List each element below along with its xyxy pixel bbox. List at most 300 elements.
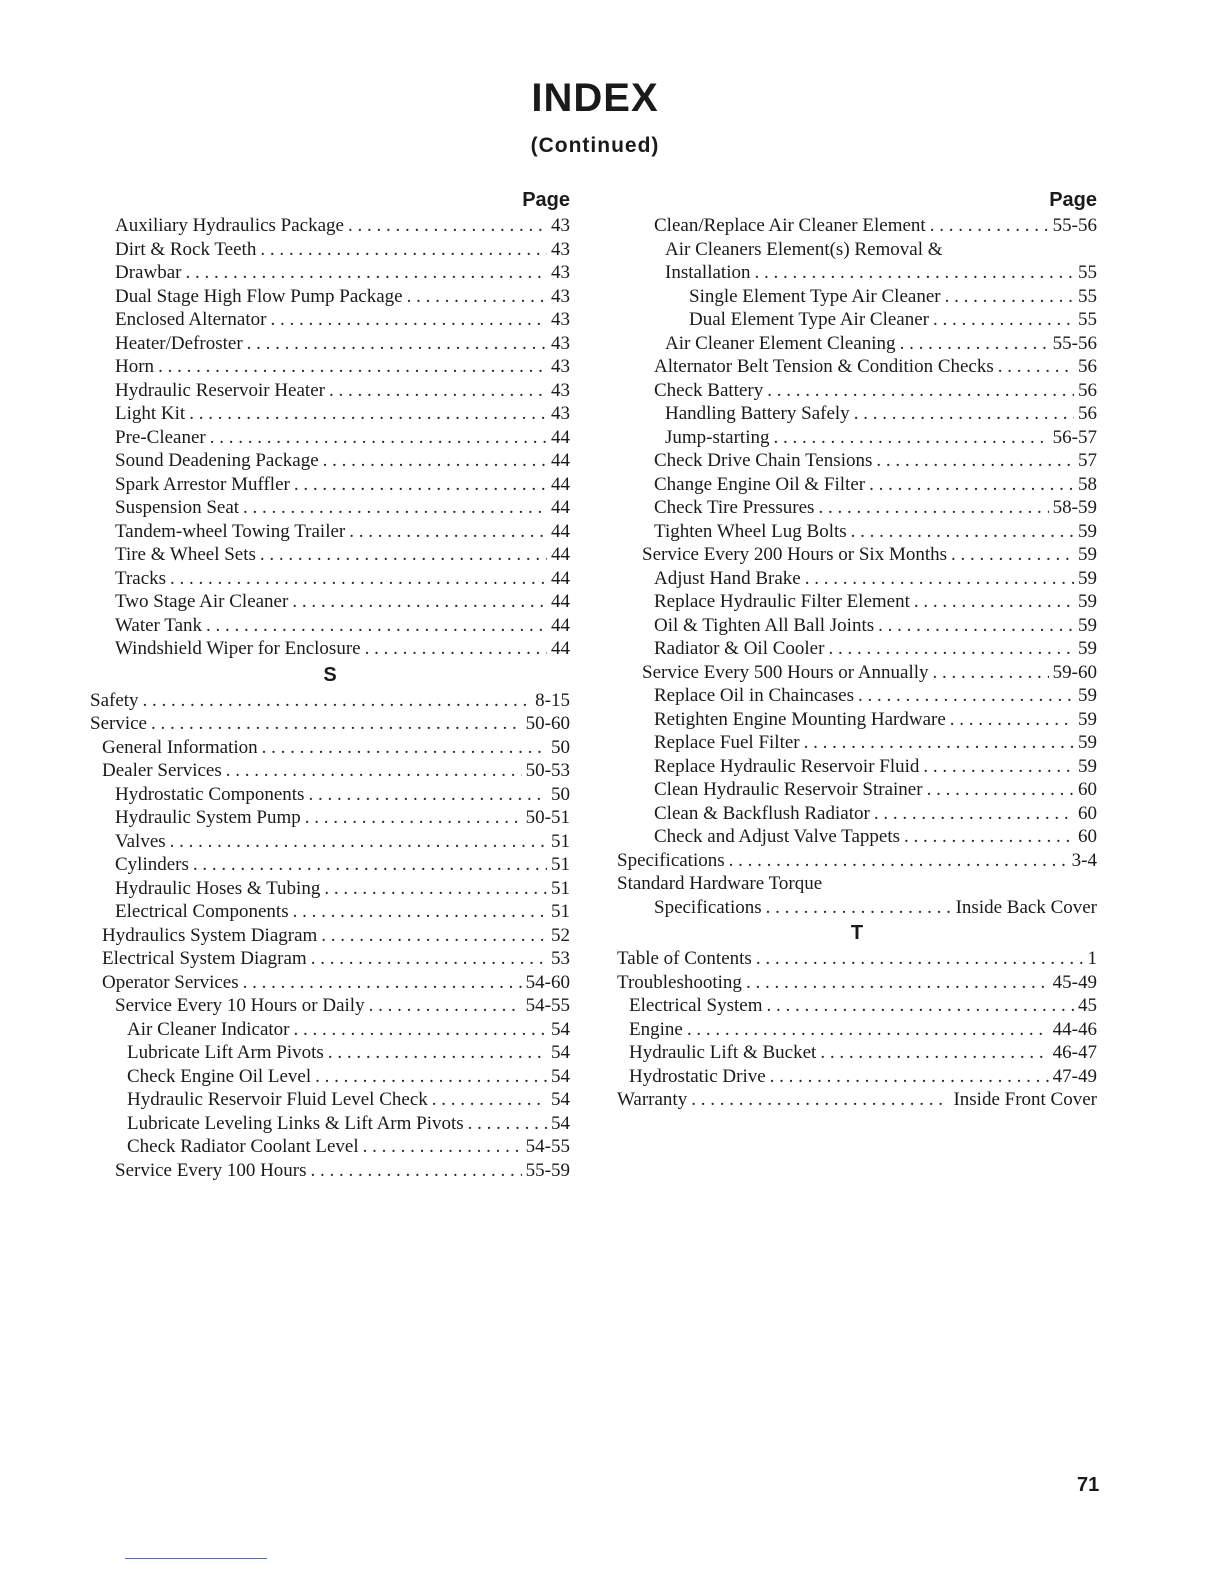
leader-dots	[323, 449, 547, 473]
index-entry	[90, 590, 570, 614]
entry-page: 60	[1078, 802, 1097, 824]
leader-dots	[349, 520, 547, 544]
entry-label: Windshield Wiper for Enclosure	[115, 638, 361, 659]
index-entry	[617, 308, 1097, 332]
index-entry	[617, 214, 1097, 238]
entry-label: Engine	[629, 1018, 683, 1040]
entry-list	[617, 214, 1097, 919]
entry-label: Check Engine Oil Level	[127, 1065, 312, 1087]
leader-dots	[243, 971, 522, 995]
entry-label: Tire & Wheel Sets	[115, 544, 256, 565]
leader-dots	[900, 332, 1049, 356]
index-entry	[90, 947, 570, 971]
entry-label: Cylinders	[115, 854, 189, 875]
leader-dots	[691, 1088, 949, 1112]
index-entry	[90, 924, 570, 948]
leader-dots	[805, 567, 1074, 591]
entry-label: Air Cleaner Element Cleaning	[665, 332, 896, 354]
index-entry	[617, 708, 1097, 732]
page-title: INDEX	[531, 76, 659, 120]
column-header: Page	[522, 189, 570, 211]
index-entry	[90, 994, 570, 1018]
leader-dots	[774, 426, 1049, 450]
entry-label: Hydraulic Hoses & Tubing	[115, 877, 321, 899]
index-entry	[617, 731, 1097, 755]
entry-label: Valves	[115, 830, 166, 852]
entry-label: Auxiliary Hydraulics Package	[115, 215, 344, 236]
entry-page: 44	[551, 544, 570, 565]
leader-dots	[930, 214, 1049, 238]
entry-label: Operator Services	[102, 971, 239, 993]
index-entry	[617, 332, 1097, 356]
leader-dots	[767, 379, 1074, 403]
index-entry	[617, 1088, 1097, 1112]
index-entry	[90, 543, 570, 567]
leader-dots	[158, 355, 547, 379]
entry-page: 43	[551, 379, 570, 401]
index-entry	[90, 238, 570, 262]
index-entry	[90, 1159, 570, 1183]
entry-label: Horn	[115, 356, 155, 377]
entry-page: 47-49	[1052, 1065, 1097, 1087]
entry-page: 55	[1078, 309, 1097, 330]
entry-page: 56	[1078, 403, 1097, 424]
index-entry	[617, 520, 1097, 544]
index-entry	[617, 971, 1097, 995]
entry-label: Tracks	[115, 567, 167, 589]
index-entry	[617, 261, 1097, 285]
leader-dots	[260, 543, 547, 567]
entry-label: Service Every 500 Hours or Annually	[642, 661, 929, 683]
index-entry	[90, 614, 570, 638]
entry-page: 45-49	[1052, 971, 1097, 993]
entry-label: Hydraulic Reservoir Fluid Level Check	[127, 1089, 428, 1110]
index-entry	[617, 755, 1097, 779]
entry-label: Jump-starting	[665, 426, 770, 448]
index-entry	[617, 473, 1097, 497]
leader-dots	[754, 261, 1074, 285]
index-entry	[90, 567, 570, 591]
leader-dots	[189, 402, 547, 426]
entry-page: 51	[551, 854, 570, 875]
index-column-right: Page Clean/Replace Air Cleaner Element . . . 55-56 Air Cleaners Element(s) Removal & Installation . . . 55 Single Element Type Air Cleaner . . . 55 Dual Element Type Air Cleaner . . . 55 Air Cleaner Element Cleaning . . . 55-56 Alternator Belt Tension & Condition Checks . . . 56 Check Battery . . . 56 Handling Battery Safely . . . 56 Jump-starting . . . 56-57 Check Drive Chain Tensions . . . 57 Change Engine Oil & Filter . . . 58 Check Tire Pressures . . . 58-59 Tighten Wheel Lug Bolts . . . 59 Service Every 200 Hours or Six Months . . . 59 Adjust Hand Brake . . . 59 Replace Hydraulic Filter Element . . . 59 Oil & Tighten All Ball Joints . . . 59 Radiator & Oil Cooler . . . 59 Service Every 500 Hours or Annually . . . 59-60 Replace Oil in Chaincases . . . 59 Retighten Engine Mounting Hardware . . . 59 Replace Fuel Filter . . . 59 Replace Hydraulic Reservoir Fluid . . . 59 Clean Hydraulic Reservoir Strainer . . . 60 Clean & Backflush Radiator . . . 60 Check and Adjust Valve Tappets . . . 60 Specifications . . . 3-4 Standard Hardware Torque Specifications . . . Inside Back Cover T Table of Contents . . . 1 Troubleshooting . . . 45-49 Electrical System . . . 45 Engine . . . 44-46 Hydraulic Lift & Bucket . . . 46-47 Hydrostatic Drive . . . 47-49 Warranty . . . Inside Front Cover	[617, 186, 1097, 1112]
entry-label: Tighten Wheel Lug Bolts	[654, 520, 847, 542]
entry-label: Change Engine Oil & Filter	[654, 473, 866, 495]
index-entry	[617, 1041, 1097, 1065]
index-entry	[90, 736, 570, 760]
index-entry	[90, 449, 570, 473]
leader-dots	[432, 1088, 547, 1112]
leader-dots	[311, 947, 547, 971]
entry-label: Air Cleaner Indicator	[127, 1018, 290, 1040]
entry-label: Hydraulic System Pump	[115, 807, 301, 828]
entry-label: Light Kit	[115, 403, 186, 424]
index-entry	[90, 971, 570, 995]
index-entry	[617, 402, 1097, 426]
index-entry	[90, 1135, 570, 1159]
entry-page: 59	[1078, 732, 1097, 753]
entry-label: Hydraulics System Diagram	[102, 924, 318, 946]
index-entry	[617, 994, 1097, 1018]
leader-dots	[923, 755, 1074, 779]
leader-dots	[828, 637, 1074, 661]
entry-label: Dealer Services	[102, 760, 222, 781]
index-entry	[617, 1018, 1097, 1042]
entry-page: 51	[551, 830, 570, 852]
index-entry	[90, 1018, 570, 1042]
entry-page: 53	[551, 948, 570, 969]
leader-dots	[293, 900, 547, 924]
entry-label: Hydraulic Reservoir Heater	[115, 379, 325, 401]
leader-dots	[292, 590, 547, 614]
entry-page: 43	[551, 309, 570, 330]
entry-label: Safety	[90, 689, 139, 711]
leader-dots	[247, 332, 547, 356]
index-entry	[90, 853, 570, 877]
leader-dots	[369, 994, 522, 1018]
entry-label: Clean/Replace Air Cleaner Element	[654, 215, 926, 236]
entry-label: Water Tank	[115, 614, 203, 636]
index-entry	[90, 496, 570, 520]
leader-dots	[804, 731, 1074, 755]
index-entry	[617, 496, 1097, 520]
entry-label: Dual Element Type Air Cleaner	[689, 309, 929, 330]
entry-page: 54-55	[525, 995, 570, 1016]
entry-page: 59	[1078, 544, 1097, 565]
index-entry	[90, 402, 570, 426]
entry-label: Replace Fuel Filter	[654, 732, 800, 753]
entry-page: 44	[551, 473, 570, 495]
entry-page: 55-56	[1052, 332, 1097, 354]
column-header: Page	[1049, 189, 1097, 211]
entry-label: Installation	[665, 262, 751, 283]
index-entry	[90, 1065, 570, 1089]
entry-page: 44-46	[1052, 1018, 1097, 1040]
leader-dots	[185, 261, 547, 285]
page-subtitle: (Continued)	[530, 134, 660, 157]
leader-dots	[950, 708, 1074, 732]
leader-dots	[998, 355, 1074, 379]
index-entry	[617, 285, 1097, 309]
entry-label: Check Drive Chain Tensions	[654, 450, 873, 471]
entry-page: 43	[551, 238, 570, 260]
entry-page: 58	[1078, 473, 1097, 495]
index-entry	[617, 614, 1097, 638]
index-entry	[90, 806, 570, 830]
index-entry	[90, 689, 570, 713]
index-entry	[617, 849, 1097, 873]
entry-page: 54	[551, 1112, 570, 1134]
index-entry	[90, 520, 570, 544]
entry-page: 59	[1078, 685, 1097, 706]
entry-page: 43	[551, 356, 570, 377]
index-entry	[617, 872, 1097, 896]
leader-dots	[308, 783, 547, 807]
entry-label: Table of Contents	[617, 948, 752, 969]
entry-page: 54	[551, 1018, 570, 1040]
scan-artifact-line	[125, 1558, 267, 1559]
entry-page: 59	[1078, 755, 1097, 777]
index-entry	[90, 426, 570, 450]
leader-dots	[914, 590, 1074, 614]
entry-page: 54	[551, 1042, 570, 1063]
entry-label: Warranty	[617, 1089, 688, 1110]
entry-page: 44	[551, 567, 570, 589]
entry-page: 44	[551, 614, 570, 636]
entry-label: Troubleshooting	[617, 971, 742, 993]
entry-label: Hydrostatic Components	[115, 783, 305, 805]
entry-page: Inside Back Cover	[955, 896, 1097, 918]
index-entry	[617, 238, 1097, 262]
leader-dots	[348, 214, 547, 238]
entry-page: 54	[551, 1065, 570, 1087]
leader-dots	[407, 285, 547, 309]
index-entry	[90, 1088, 570, 1112]
index-entry	[617, 661, 1097, 685]
leader-dots	[143, 689, 532, 713]
index-entry	[617, 449, 1097, 473]
entry-page: 44	[551, 520, 570, 542]
entry-label: Enclosed Alternator	[115, 309, 267, 330]
entry-label: Specifications	[617, 849, 725, 871]
entry-page: 51	[551, 901, 570, 922]
entry-label: Lubricate Lift Arm Pivots	[127, 1042, 324, 1063]
index-entry	[90, 355, 570, 379]
entry-page: 45	[1078, 995, 1097, 1016]
index-entry	[617, 379, 1097, 403]
entry-label: Standard Hardware Torque	[617, 873, 823, 894]
index-entry	[90, 877, 570, 901]
leader-dots	[193, 853, 547, 877]
leader-dots	[945, 285, 1074, 309]
entry-page: 44	[551, 591, 570, 612]
entry-label: Sound Deadening Package	[115, 450, 319, 471]
leader-dots	[756, 947, 1084, 971]
entry-label: Electrical Components	[115, 901, 289, 922]
entry-label: Electrical System Diagram	[102, 948, 307, 969]
entry-page: 59	[1078, 591, 1097, 612]
entry-label: Specifications	[654, 896, 762, 918]
entry-page: 58-59	[1052, 497, 1097, 518]
index-entry	[90, 637, 570, 661]
index-entry	[90, 332, 570, 356]
index-entry	[90, 261, 570, 285]
leader-dots	[933, 661, 1049, 685]
entry-label: Heater/Defroster	[115, 332, 243, 354]
entry-label: Service Every 10 Hours or Daily	[115, 995, 365, 1016]
leader-dots	[270, 308, 547, 332]
index-entry	[617, 802, 1097, 826]
index-entry	[617, 590, 1097, 614]
entry-page: 55	[1078, 285, 1097, 307]
entry-label: General Information	[102, 736, 258, 758]
entry-page: 44	[551, 497, 570, 518]
entry-label: Adjust Hand Brake	[654, 567, 801, 589]
leader-dots	[243, 496, 547, 520]
leader-dots	[170, 830, 547, 854]
index-entry	[90, 783, 570, 807]
entry-label: Dirt & Rock Teeth	[115, 238, 257, 260]
entry-page: 3-4	[1071, 849, 1097, 871]
entry-label: Retighten Engine Mounting Hardware	[654, 708, 946, 730]
entry-label: Check Battery	[654, 379, 764, 401]
leader-dots	[874, 802, 1074, 826]
index-entry	[617, 637, 1097, 661]
entry-label: Replace Hydraulic Filter Element	[654, 591, 910, 612]
entry-page: 50	[551, 736, 570, 758]
entry-page: 52	[551, 924, 570, 946]
entry-label: Replace Hydraulic Reservoir Fluid	[654, 755, 920, 777]
leader-dots	[260, 238, 547, 262]
leader-dots	[328, 1041, 547, 1065]
entry-label: Check Tire Pressures	[654, 497, 815, 518]
entry-label: Alternator Belt Tension & Condition Checks	[654, 356, 994, 377]
page-number: 71	[1077, 1474, 1100, 1496]
leader-dots	[293, 1018, 547, 1042]
entry-page: 59	[1078, 520, 1097, 542]
entry-label: Service Every 100 Hours	[115, 1159, 307, 1181]
entry-page: 43	[551, 262, 570, 283]
leader-dots	[262, 736, 547, 760]
entry-label: Radiator & Oil Cooler	[654, 638, 825, 659]
entry-label: Tandem-wheel Towing Trailer	[115, 520, 346, 542]
entry-page: 56	[1078, 379, 1097, 401]
leader-dots	[933, 308, 1074, 332]
index-entry	[90, 379, 570, 403]
entry-page: 50-53	[525, 760, 570, 781]
entry-label: Replace Oil in Chaincases	[654, 685, 854, 706]
leader-dots	[206, 614, 547, 638]
leader-dots	[818, 496, 1048, 520]
entry-page: 51	[551, 877, 570, 899]
entry-page: 59-60	[1052, 661, 1097, 683]
entry-page: 43	[551, 215, 570, 236]
entry-page: 43	[551, 332, 570, 354]
entry-label: Air Cleaners Element(s) Removal &	[665, 238, 943, 260]
entry-page: 60	[1078, 779, 1097, 800]
leader-dots	[294, 473, 547, 497]
entry-label: Two Stage Air Cleaner	[115, 591, 289, 612]
entry-page: Inside Front Cover	[953, 1089, 1097, 1110]
entry-label: Clean & Backflush Radiator	[654, 802, 870, 824]
entry-page: 59	[1078, 638, 1097, 659]
entry-label: Spark Arrestor Muffler	[115, 473, 290, 495]
entry-page: 59	[1078, 567, 1097, 589]
entry-label: Electrical System	[629, 995, 763, 1016]
leader-dots	[904, 825, 1074, 849]
index-entry	[90, 308, 570, 332]
index-entry	[617, 684, 1097, 708]
leader-dots	[687, 1018, 1049, 1042]
section-entry-list	[90, 689, 570, 1183]
leader-dots	[951, 543, 1074, 567]
leader-dots	[305, 806, 522, 830]
index-entry	[90, 712, 570, 736]
leader-dots	[927, 778, 1074, 802]
entry-label: Drawbar	[115, 262, 182, 283]
leader-dots	[151, 712, 522, 736]
leader-dots	[876, 449, 1074, 473]
index-entry	[90, 285, 570, 309]
leader-dots	[770, 1065, 1049, 1089]
entry-page: 46-47	[1052, 1042, 1097, 1063]
index-entry	[617, 947, 1097, 971]
entry-page: 43	[551, 403, 570, 424]
entry-page: 50-60	[525, 713, 570, 734]
index-entry	[617, 1065, 1097, 1089]
entry-label: Clean Hydraulic Reservoir Strainer	[654, 779, 923, 800]
entry-page: 44	[551, 450, 570, 471]
entry-label: Service	[90, 713, 147, 734]
entry-page: 59	[1078, 614, 1097, 636]
entry-page: 54-60	[525, 971, 570, 993]
entry-page: 54	[551, 1089, 570, 1110]
entry-page: 56	[1078, 356, 1097, 377]
entry-page: 50	[551, 783, 570, 805]
index-entry	[90, 759, 570, 783]
entry-list	[90, 214, 570, 661]
leader-dots	[321, 924, 547, 948]
entry-page: 59	[1078, 708, 1097, 730]
index-entry	[90, 1112, 570, 1136]
entry-label: Handling Battery Safely	[665, 403, 850, 424]
entry-label: Check and Adjust Valve Tappets	[654, 826, 900, 847]
entry-page: 50-51	[525, 807, 570, 828]
leader-dots	[363, 1135, 522, 1159]
entry-page: 55-56	[1052, 215, 1097, 236]
leader-dots	[858, 684, 1074, 708]
section-entry-list	[617, 947, 1097, 1112]
index-entry	[90, 830, 570, 854]
leader-dots	[329, 379, 547, 403]
index-entry	[617, 778, 1097, 802]
index-entry	[90, 473, 570, 497]
entry-page: 54-55	[525, 1136, 570, 1157]
leader-dots	[766, 896, 952, 920]
entry-page: 43	[551, 285, 570, 307]
entry-page: 55-59	[525, 1159, 570, 1181]
leader-dots	[878, 614, 1074, 638]
index-column-left: Page Auxiliary Hydraulics Package . . . 43 Dirt & Rock Teeth . . . 43 Drawbar . . . 43 Dual Stage High Flow Pump Package . . . 43 Enclosed Alternator . . . 43 Heater/Defroster . . . 43 Horn . . . 43 Hydraulic Reservoir Heater . . . 43 Light Kit . . . 43 Pre-Cleaner . . . 44 Sound Deadening Package . . . 44 Spark Arrestor Muffler . . . 44 Suspension Seat . . . 44 Tandem-wheel Towing Trailer . . . 44 Tire & Wheel Sets . . . 44 Tracks . . . 44 Two Stage Air Cleaner . . . 44 Water Tank . . . 44 Windshield Wiper for Enclosure . . . 44 S Safety . . . 8-15 Service . . . 50-60 General Information . . . 50 Dealer Services . . . 50-53 Hydrostatic Components . . . 50 Hydraulic System Pump . . . 50-51 Valves . . . 51 Cylinders . . . 51 Hydraulic Hoses & Tubing . . . 51 Electrical Components . . . 51 Hydraulics System Diagram . . . 52 Electrical System Diagram . . . 53 Operator Services . . . 54-60 Service Every 10 Hours or Daily . . . 54-55 Air Cleaner Indicator . . . 54 Lubricate Lift Arm Pivots . . . 54 Check Engine Oil Level . . . 54 Hydraulic Reservoir Fluid Level Check . . . 54 Lubricate Leveling Links & Lift Arm Pivots . . . 54 Check Radiator Coolant Level . . . 54-55 Service Every 100 Hours . . . 55-59	[90, 186, 570, 1182]
index-entry	[617, 896, 1097, 920]
entry-page: 1	[1087, 948, 1097, 969]
index-entry	[617, 567, 1097, 591]
leader-dots	[210, 426, 547, 450]
index-entry	[90, 1041, 570, 1065]
leader-dots	[869, 473, 1074, 497]
entry-page: 44	[551, 638, 570, 659]
leader-dots	[854, 402, 1074, 426]
entry-label: Hydraulic Lift & Bucket	[629, 1042, 817, 1063]
leader-dots	[170, 567, 547, 591]
leader-dots	[226, 759, 522, 783]
index-entry	[90, 214, 570, 238]
entry-page: 56-57	[1052, 426, 1097, 448]
entry-page: 57	[1078, 450, 1097, 471]
entry-page: 8-15	[535, 689, 570, 711]
leader-dots	[729, 849, 1068, 873]
entry-label: Oil & Tighten All Ball Joints	[654, 614, 875, 636]
leader-dots	[820, 1041, 1048, 1065]
entry-label: Suspension Seat	[115, 497, 240, 518]
entry-page: 60	[1078, 826, 1097, 847]
leader-dots	[468, 1112, 547, 1136]
entry-page: 55	[1078, 262, 1097, 283]
index-entry	[617, 355, 1097, 379]
index-entry	[617, 426, 1097, 450]
leader-dots	[311, 1159, 522, 1183]
entry-label: Lubricate Leveling Links & Lift Arm Pivots	[127, 1112, 464, 1134]
